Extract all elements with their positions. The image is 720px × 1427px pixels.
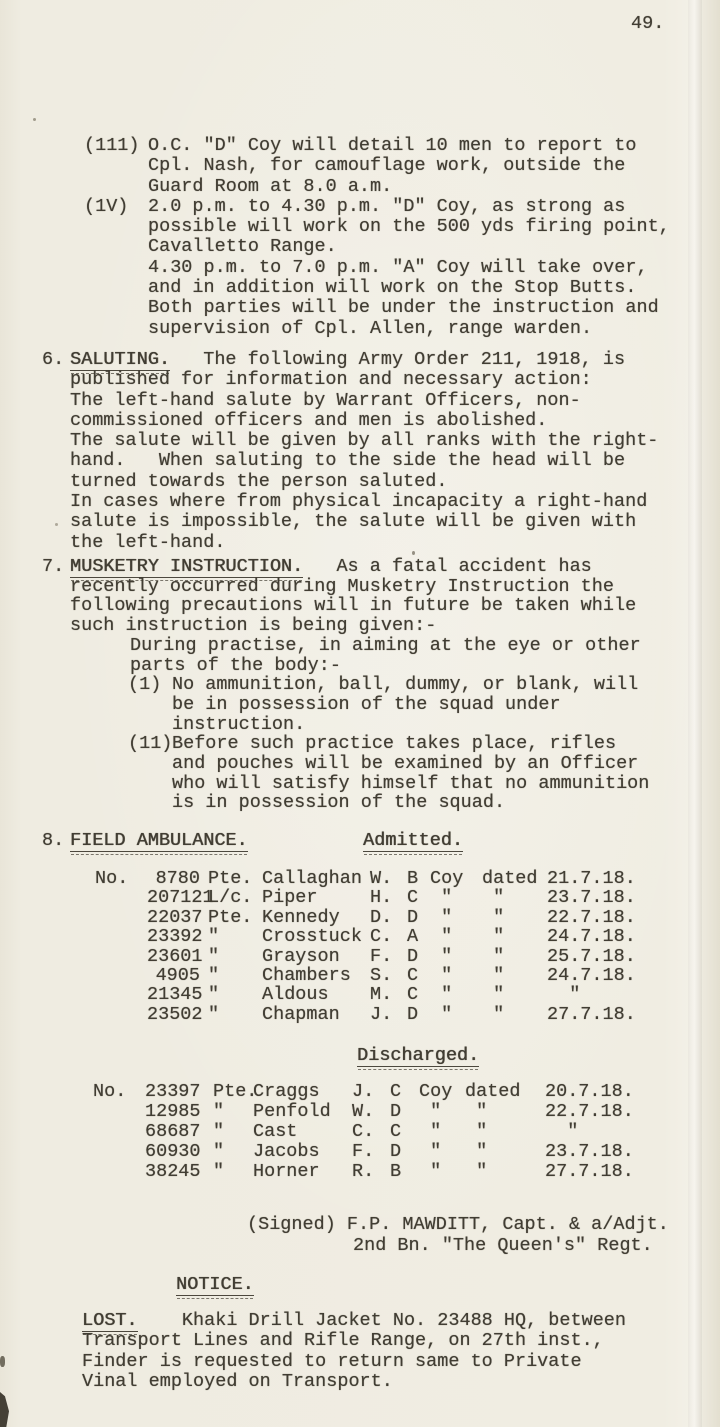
text-line: is in possession of the squad. <box>172 792 506 814</box>
cell-initial: C. <box>370 926 393 948</box>
cell-company-label: " <box>430 965 453 987</box>
cell-rank: " <box>213 1121 225 1142</box>
cell-company: D <box>407 945 419 967</box>
cell-rank: " <box>208 984 220 1006</box>
list-item <box>84 197 704 339</box>
section-field-ambulance-heading <box>0 831 720 853</box>
table-row <box>95 888 720 907</box>
cell-service-number: 23397 <box>145 1081 201 1102</box>
cell-company-label: " <box>419 1101 442 1122</box>
cell-company: C <box>407 965 419 987</box>
text-line: the left-hand. <box>70 531 226 553</box>
cell-surname: Horner <box>253 1161 320 1182</box>
cell-surname: Chapman <box>262 1003 340 1025</box>
admitted-heading: Admitted. <box>363 830 463 851</box>
section-musketry <box>42 557 712 813</box>
cell-dated-label: " <box>482 926 505 948</box>
cell-number-prefix <box>95 985 147 1004</box>
section-heading: SALUTING. <box>70 349 170 370</box>
cell-date: " <box>547 984 581 1006</box>
cell-company: A <box>407 926 419 948</box>
cell-service-number: 12985 <box>145 1101 201 1122</box>
text-line: supervision of Cpl. Allen, range warden. <box>148 317 593 339</box>
orders-continuation-list <box>84 136 704 339</box>
cell-surname: Callaghan <box>262 868 362 889</box>
cell-date: 25.7.18. <box>547 945 636 967</box>
cell-dated-label: dated <box>465 1081 521 1102</box>
text-line: During practise, in aiming at the eye or other <box>130 634 641 656</box>
cell-date: 21.7.18. <box>547 868 636 889</box>
cell-dated-label: dated <box>482 868 538 889</box>
cell-surname: Jacobs <box>253 1141 320 1162</box>
section-saluting <box>42 350 712 553</box>
notice-heading: NOTICE. <box>176 1274 254 1295</box>
text-line: salute is impossible, the salute will be given with <box>70 511 637 533</box>
text-line: 4.30 p.m. to 7.0 p.m. "A" Coy will take over, <box>148 256 648 278</box>
cell-date: 22.7.18. <box>547 906 636 928</box>
list-item-body <box>148 136 704 197</box>
lost-paragraph <box>82 1311 682 1392</box>
cell-service-number: 207121 <box>147 887 214 909</box>
list-marker: (1V) <box>84 195 129 217</box>
cell-number-prefix <box>95 888 147 907</box>
section-body <box>70 577 712 636</box>
cell-dated-label: " <box>482 906 505 928</box>
cell-service-number: 21345 <box>147 984 203 1006</box>
cell-date: 27.7.18. <box>545 1161 634 1182</box>
admitted-table <box>95 869 720 1024</box>
cell-number-prefix <box>95 947 147 966</box>
cell-surname: Chambers <box>262 965 351 987</box>
precaution-item <box>70 675 712 734</box>
cell-dated-label: " <box>465 1141 488 1162</box>
discharged-heading: Discharged. <box>357 1045 480 1066</box>
heading-line-rest: Khaki Drill Jacket No. 23488 HQ, between <box>137 1310 626 1331</box>
text-line: No ammunition, ball, dummy, or blank, will <box>172 674 639 696</box>
text-line: The salute will be given by all ranks with the right- <box>70 430 659 452</box>
cell-surname: Cast <box>253 1121 298 1142</box>
text-line: who will satisfy himself that no ammunition <box>172 772 650 794</box>
cell-company: C <box>390 1121 402 1142</box>
text-line: 2.0 p.m. to 4.30 p.m. "D" Coy, as strong as <box>148 195 626 217</box>
text-line: possible will work on the 500 yds firing point, <box>148 216 670 238</box>
cell-service-number: 60930 <box>145 1141 201 1162</box>
text-line: Both parties will be under the instruction and <box>148 297 659 319</box>
text-line: Vinal employed on Transport. <box>82 1370 393 1392</box>
cell-company: B <box>407 868 419 889</box>
cell-date: 24.7.18. <box>547 926 636 948</box>
cell-surname: Piper <box>262 887 318 909</box>
cell-rank: Pte. <box>208 868 253 889</box>
cell-service-number: 4905 <box>155 965 200 987</box>
cell-date: 20.7.18. <box>545 1081 634 1102</box>
cell-initial: M. <box>370 984 393 1006</box>
cell-initial: S. <box>370 965 393 987</box>
list-item-body <box>172 675 712 734</box>
cell-dated-label: " <box>482 1003 505 1025</box>
cell-rank: " <box>213 1161 225 1182</box>
table-row <box>93 1082 720 1102</box>
cell-company-label: Coy <box>419 1081 453 1102</box>
cell-company-label: " <box>430 984 453 1006</box>
cell-dated-label: " <box>482 887 505 909</box>
list-item-body <box>148 197 704 339</box>
cell-initial: F. <box>370 945 393 967</box>
list-marker: (11) <box>128 733 173 755</box>
lost-heading: LOST. <box>82 1310 138 1331</box>
cell-initial: D. <box>370 906 393 928</box>
cell-company: C <box>390 1081 402 1102</box>
text-line: and in addition will work on the Stop Butts. <box>148 277 637 299</box>
cell-surname: Craggs <box>253 1081 320 1102</box>
cell-company: D <box>407 1003 419 1025</box>
cell-rank: Pte. <box>208 906 253 928</box>
signature-line-2: 2nd Bn. "The Queen's" Regt. <box>353 1235 653 1256</box>
cell-company: D <box>407 906 419 928</box>
text-line: following precautions will in future be taken while <box>70 595 637 617</box>
cell-number-prefix <box>95 927 147 946</box>
cell-dated-label: " <box>482 965 505 987</box>
table-row <box>95 869 720 888</box>
cell-company-label: " <box>419 1141 442 1162</box>
table-row <box>95 908 720 927</box>
cell-service-number: 23392 <box>147 926 203 948</box>
cell-company: D <box>390 1141 402 1162</box>
cell-dated-label: " <box>482 984 505 1006</box>
text-line: In cases where from physical incapacity a right-hand <box>70 491 648 513</box>
precaution-item <box>70 734 712 813</box>
text-line: parts of the body:- <box>130 654 341 676</box>
cell-service-number: 22037 <box>147 906 203 928</box>
table-row <box>95 1005 720 1024</box>
cell-company: D <box>390 1101 402 1122</box>
cell-service-number: 23502 <box>147 1003 203 1025</box>
paper-speck <box>33 118 36 121</box>
cell-rank: L/c. <box>208 887 253 909</box>
cell-initial: H. <box>370 887 393 909</box>
ink-stain <box>0 1392 9 1427</box>
cell-surname: Grayson <box>262 945 340 967</box>
cell-date: 24.7.18. <box>547 965 636 987</box>
cell-service-number: 8780 <box>155 868 200 889</box>
cell-company-label: " <box>419 1121 442 1142</box>
cell-company-label: Coy <box>430 868 464 889</box>
cell-initial: W. <box>370 868 393 889</box>
section-heading-line <box>70 350 712 370</box>
cell-initial: C. <box>352 1121 375 1142</box>
list-marker: (111) <box>84 135 140 156</box>
cell-rank: " <box>213 1141 225 1162</box>
heading-line-rest: The following Army Order 211, 1918, is <box>169 349 626 370</box>
section-number: 7. <box>42 556 65 577</box>
cell-company-label: " <box>430 906 453 928</box>
discharged-table <box>93 1082 720 1182</box>
cell-number-prefix <box>93 1142 145 1162</box>
text-line: be in possession of the squad under <box>172 693 561 715</box>
cell-rank: " <box>208 1003 220 1025</box>
text-line: Finder is requested to return same to Private <box>82 1350 582 1372</box>
cell-service-number: 38245 <box>145 1161 201 1182</box>
lost-first-line <box>82 1311 682 1331</box>
text-line: O.C. "D" Coy will detail 10 men to report to <box>148 135 637 156</box>
table-row <box>93 1122 720 1142</box>
heading-line-rest: As a fatal accident has <box>303 556 592 577</box>
cell-company-label: " <box>430 887 453 909</box>
text-line: Cavalletto Range. <box>148 236 337 258</box>
cell-date: 27.7.18. <box>547 1003 636 1025</box>
cell-number-prefix <box>95 1005 147 1024</box>
cell-dated-label: " <box>482 945 505 967</box>
section-number: 6. <box>42 349 65 370</box>
cell-rank: " <box>208 965 220 987</box>
cell-surname: Kennedy <box>262 906 340 928</box>
text-line: and pouches will be examined by an Officer <box>172 753 639 775</box>
page-number: 49. <box>631 13 665 34</box>
text-line: Guard Room at 8.0 a.m. <box>148 175 393 197</box>
cell-surname: Aldous <box>262 984 329 1006</box>
text-line: such instruction is being given:- <box>70 615 437 637</box>
table-row <box>95 927 720 946</box>
cell-company: C <box>407 887 419 909</box>
cell-company-label: " <box>419 1161 442 1182</box>
text-line: Before such practice takes place, rifles <box>172 733 617 755</box>
table-row <box>95 966 720 985</box>
cell-dated-label: " <box>465 1161 488 1182</box>
cell-company-label: " <box>430 1003 453 1025</box>
table-row <box>93 1162 720 1182</box>
cell-date: " <box>545 1121 579 1142</box>
cell-service-number: 23601 <box>147 945 203 967</box>
section-heading: MUSKETRY INSTRUCTION. <box>70 556 304 577</box>
cell-company-label: " <box>430 926 453 948</box>
cell-company-label: " <box>430 945 453 967</box>
list-marker: (1) <box>128 674 162 696</box>
list-item-body <box>172 734 712 813</box>
cell-number-prefix <box>95 966 147 985</box>
section-heading: FIELD AMBULANCE. <box>70 830 248 851</box>
text-line: published for information and necessary action: <box>70 369 592 391</box>
cell-date: 23.7.18. <box>545 1141 634 1162</box>
text-line: Cpl. Nash, for camouflage work, outside the <box>148 155 626 177</box>
cell-initial: J. <box>352 1081 375 1102</box>
cell-date: 22.7.18. <box>545 1101 634 1122</box>
cell-dated-label: " <box>465 1121 488 1142</box>
cell-number-prefix <box>93 1122 145 1142</box>
table-row <box>93 1142 720 1162</box>
text-line: recently occurred during Musketry Instruction the <box>70 575 614 597</box>
cell-number-prefix <box>93 1102 145 1122</box>
cell-rank: " <box>208 945 220 967</box>
cell-number-prefix <box>95 908 147 927</box>
cell-number-prefix: No. <box>95 868 129 889</box>
cell-surname: Penfold <box>253 1101 331 1122</box>
cell-initial: F. <box>352 1141 375 1162</box>
ink-stain <box>0 1356 5 1367</box>
text-line: turned towards the person saluted. <box>70 470 448 492</box>
cell-company: C <box>407 984 419 1006</box>
cell-date: 23.7.18. <box>547 887 636 909</box>
lost-body <box>82 1331 682 1392</box>
cell-service-number: 68687 <box>145 1121 201 1142</box>
text-line: hand. When saluting to the side the head will be <box>70 450 626 472</box>
cell-company: B <box>390 1161 402 1182</box>
section-heading-line <box>70 557 712 577</box>
list-item <box>84 136 704 197</box>
cell-rank: " <box>208 926 220 948</box>
text-line: commissioned officers and men is abolished. <box>70 409 548 431</box>
section-number: 8. <box>42 830 65 851</box>
cell-initial: J. <box>370 1003 393 1025</box>
text-line: instruction. <box>172 713 306 735</box>
text-line: Transport Lines and Rifle Range, on 27th inst., <box>82 1330 604 1352</box>
cell-initial: R. <box>352 1161 375 1182</box>
cell-rank: Pte. <box>213 1081 258 1102</box>
cell-surname: Crosstuck <box>262 926 362 948</box>
section-body <box>70 370 712 553</box>
text-line: The left-hand salute by Warrant Officers, non- <box>70 389 581 411</box>
table-row <box>95 947 720 966</box>
table-row <box>95 985 720 1004</box>
indented-body <box>130 636 712 675</box>
table-row <box>93 1102 720 1122</box>
cell-number-prefix <box>93 1162 145 1182</box>
cell-rank: " <box>213 1101 225 1122</box>
signature-line-1: (Signed) F.P. MAWDITT, Capt. & a/Adjt. <box>247 1214 669 1235</box>
cell-number-prefix: No. <box>93 1081 127 1102</box>
cell-initial: W. <box>352 1101 375 1122</box>
cell-dated-label: " <box>465 1101 488 1122</box>
